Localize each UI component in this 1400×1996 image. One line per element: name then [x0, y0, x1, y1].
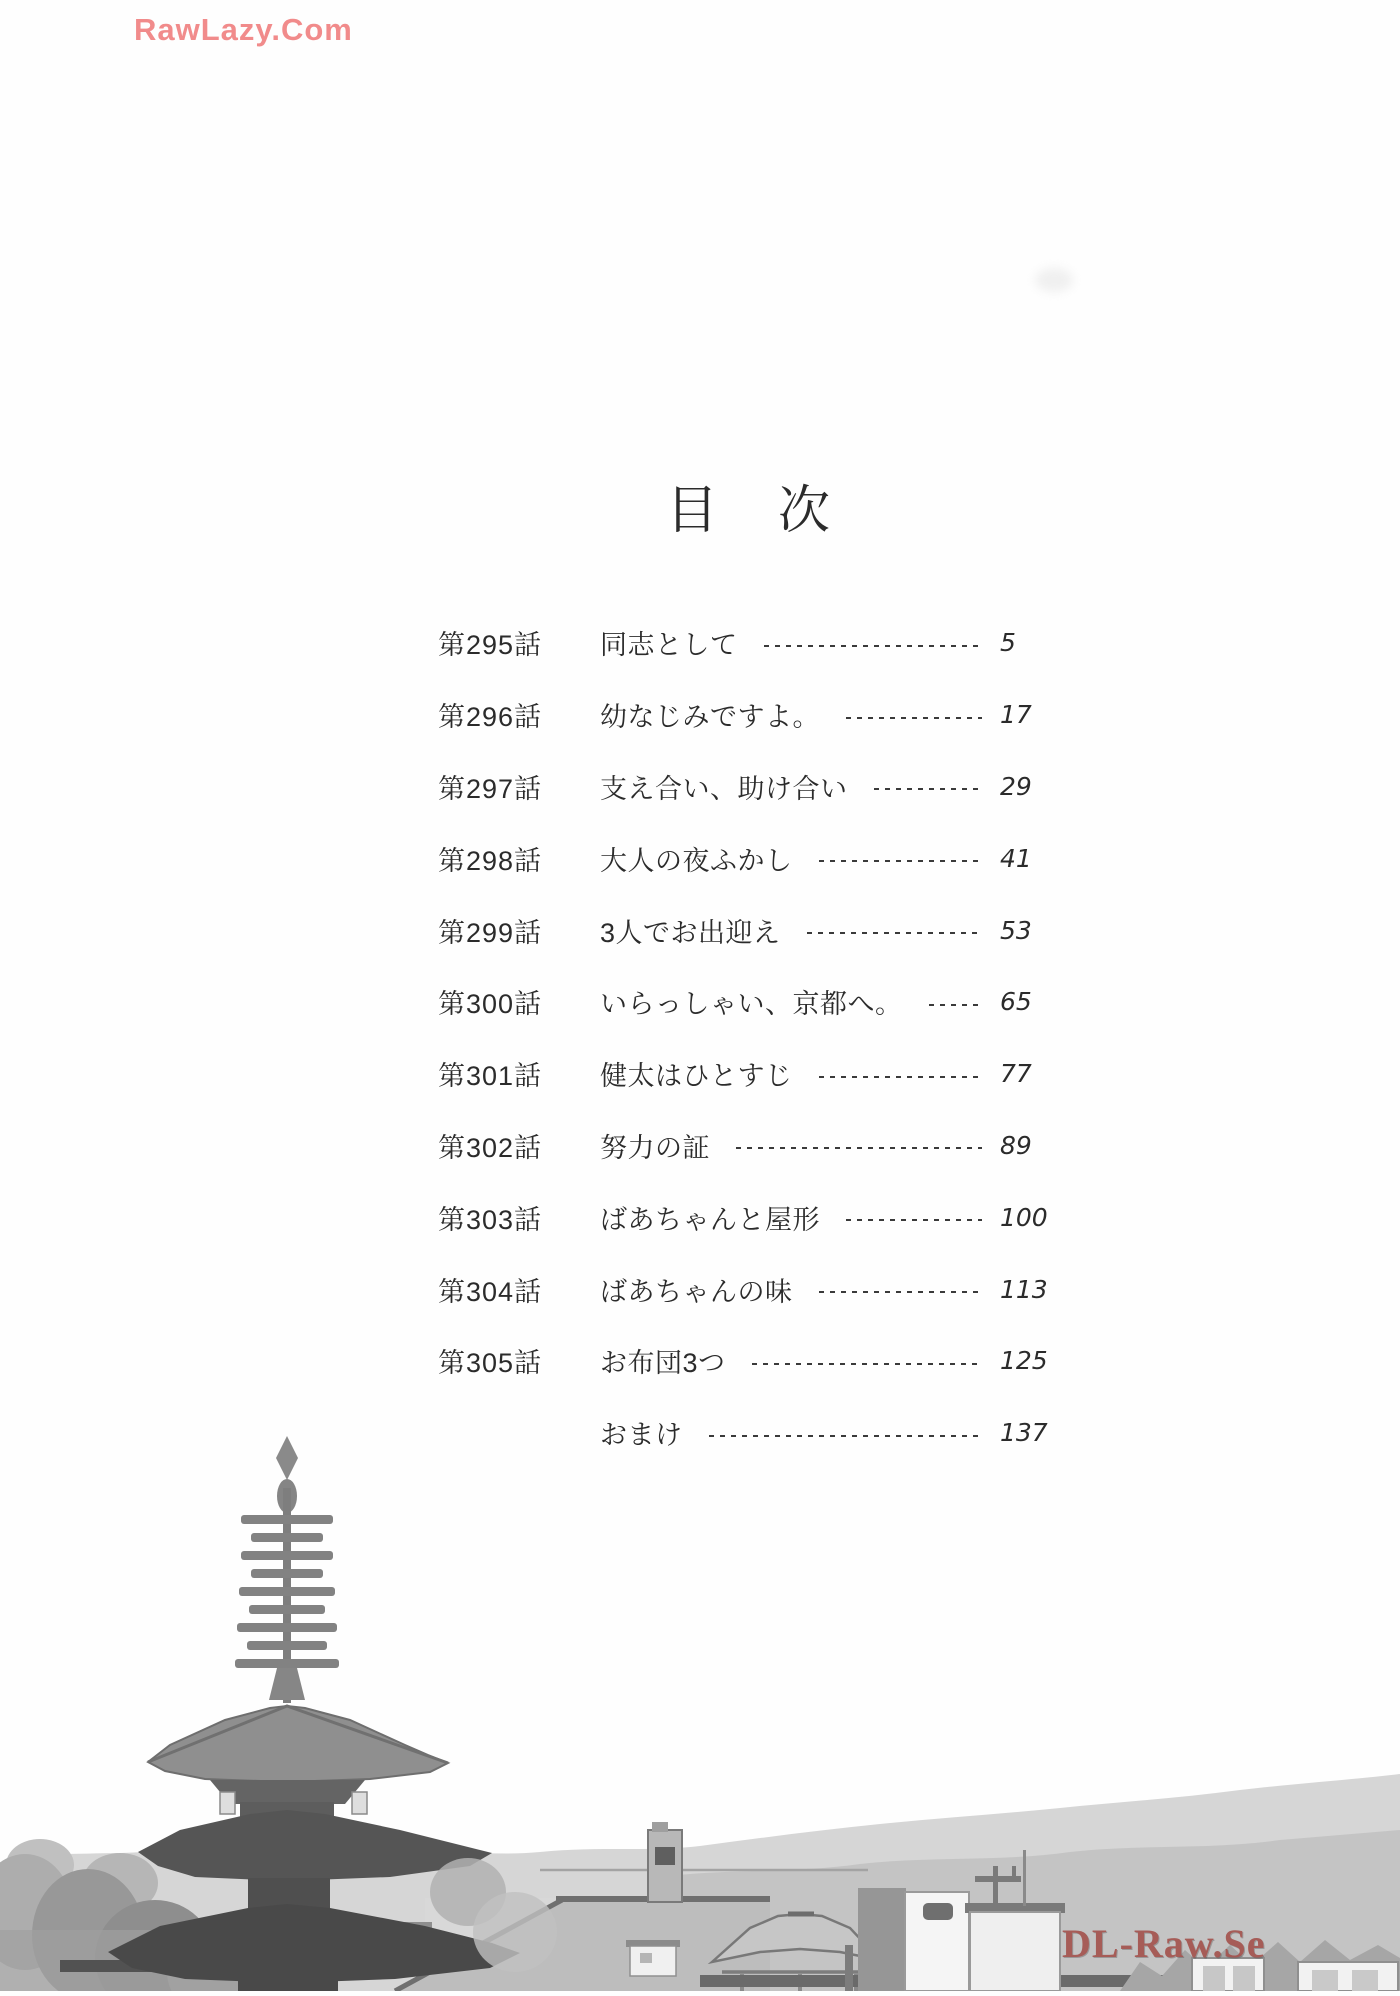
page-number: 65 — [1000, 987, 1032, 1017]
dot-leader — [846, 717, 982, 719]
toc-row — [438, 1253, 1048, 1325]
chapter-title: 努力の証 — [600, 1132, 710, 1163]
dot-leader — [819, 860, 983, 862]
watermark-dlraw: DL-Raw.Se — [1062, 1921, 1266, 1966]
page-number: 100 — [1000, 1202, 1048, 1232]
dot-leader — [819, 1291, 983, 1293]
chapter-number: 第299話 — [438, 917, 543, 948]
scan-smudge — [1035, 268, 1073, 292]
toc-row — [438, 751, 1048, 823]
skyline-svg — [0, 1400, 1400, 1991]
chapter-title: ばあちゃんの味 — [600, 1276, 793, 1307]
dot-leader — [764, 645, 983, 647]
toc-row — [438, 822, 1048, 894]
chapter-title: おまけ — [600, 1420, 683, 1451]
chapter-number: 第300話 — [438, 989, 543, 1020]
page-title: 目 次 — [666, 482, 835, 540]
toc-row — [438, 607, 1048, 679]
page-number: 137 — [1000, 1418, 1048, 1448]
chapter-title: 大人の夜ふかし — [600, 845, 793, 876]
chapter-number: 第295話 — [438, 630, 543, 661]
table-of-contents — [438, 607, 1048, 1469]
toc-row — [438, 1038, 1048, 1110]
dot-leader — [752, 1363, 982, 1365]
chapter-number: 第296話 — [438, 702, 543, 733]
dot-leader — [846, 1219, 982, 1221]
chapter-title: 3人でお出迎え — [600, 917, 781, 948]
chapter-title: 幼なじみですよ。 — [600, 702, 820, 733]
chapter-number: 第301話 — [438, 1061, 543, 1092]
toc-row — [438, 1181, 1048, 1253]
chapter-number: 第297話 — [438, 773, 543, 804]
dot-leader — [874, 788, 983, 790]
page-number: 125 — [1000, 1346, 1048, 1376]
page-number: 89 — [1000, 1130, 1032, 1160]
toc-row — [438, 894, 1048, 966]
chapter-number: 第305話 — [438, 1348, 543, 1379]
pagoda-skyline-illustration — [0, 1400, 1400, 1991]
chapter-title: お布団3つ — [600, 1348, 726, 1379]
chapter-title: 健太はひとすじ — [600, 1061, 793, 1092]
pagoda-finial — [276, 1436, 298, 1480]
watermark-rawlazy: RawLazy.Com — [134, 12, 353, 47]
toc-row — [438, 1325, 1048, 1397]
toc-row — [438, 679, 1048, 751]
page-number: 113 — [1000, 1274, 1048, 1304]
page-number: 17 — [1000, 700, 1032, 730]
chapter-title: いらっしゃい、京都へ。 — [600, 989, 903, 1020]
chapter-title: ばあちゃんと屋形 — [600, 1204, 820, 1235]
chapter-title: 同志として — [600, 630, 738, 661]
pagoda-spire-rings — [235, 1515, 339, 1668]
dot-leader — [819, 1076, 983, 1078]
chapter-number: 第303話 — [438, 1204, 543, 1235]
page-number: 77 — [1000, 1059, 1032, 1089]
chapter-number: 第302話 — [438, 1132, 543, 1163]
chapter-title: 支え合い、助け合い — [600, 773, 848, 804]
toc-row — [438, 1110, 1048, 1182]
page-number: 53 — [1000, 915, 1032, 945]
chapter-number: 第304話 — [438, 1276, 543, 1307]
chapter-number: 第298話 — [438, 845, 543, 876]
dot-leader — [929, 1004, 983, 1006]
page-number: 5 — [1000, 628, 1016, 658]
dot-leader — [807, 932, 982, 934]
page-number: 41 — [1000, 843, 1032, 873]
page-number: 29 — [1000, 771, 1032, 801]
toc-row — [438, 966, 1048, 1038]
dot-leader — [736, 1147, 982, 1149]
